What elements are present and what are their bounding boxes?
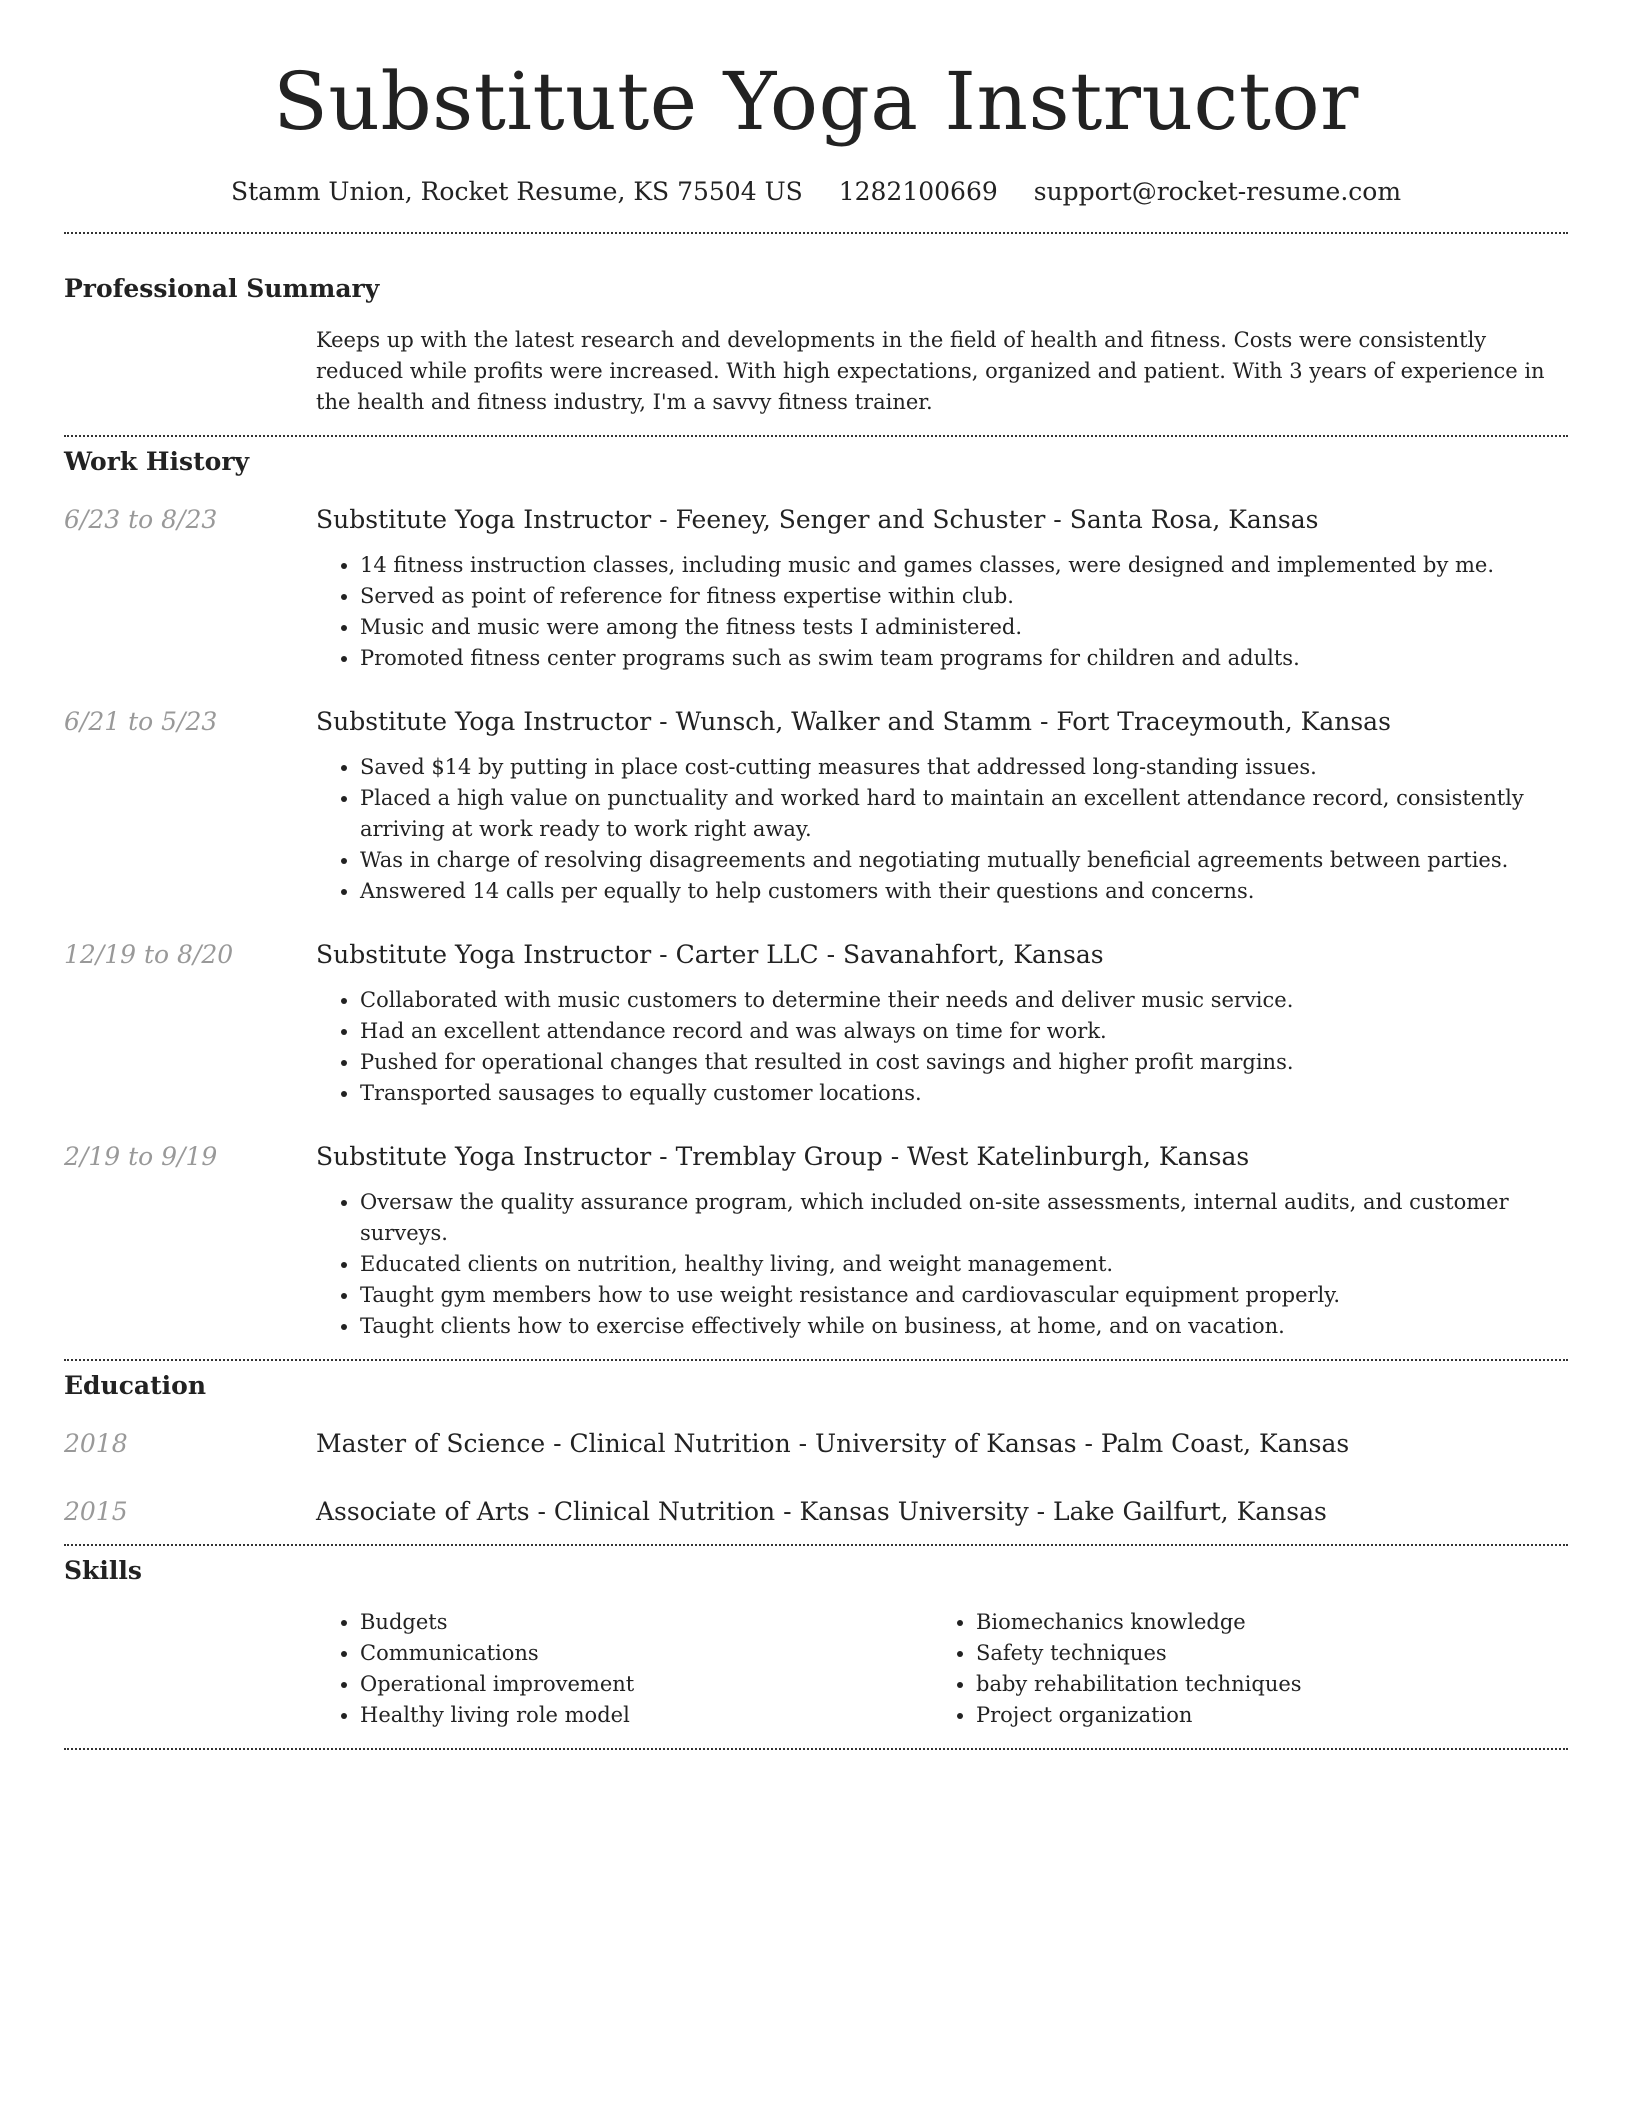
list-item: • Placed a high value on punctuality and worked hard to maintain an excellent attendance record, consistently arriving at work ready to work right away.	[360, 783, 1568, 845]
section-divider	[64, 232, 1568, 234]
skill-item: • Project organization	[976, 1700, 1548, 1731]
contact-address: Stamm Union, Rocket Resume, KS 75504 US	[230, 177, 803, 206]
skill-item: • Safety techniques	[976, 1638, 1548, 1669]
summary-title: Professional Summary	[64, 274, 380, 303]
list-item: • Saved $14 by putting in place cost-cutting measures that addressed long-standing issues.	[360, 752, 1568, 783]
section-divider	[64, 1748, 1568, 1750]
skill-item: • Healthy living role model	[360, 1700, 932, 1731]
skills-title: Skills	[64, 1556, 142, 1585]
skills-column-right	[932, 1607, 1548, 1731]
education-heading: Associate of Arts - Clinical Nutrition - Kansas University - Lake Gailfurt, Kansas	[316, 1497, 1327, 1526]
education-heading: Master of Science - Clinical Nutrition - University of Kansas - Palm Coast, Kansas	[316, 1429, 1350, 1458]
list-item: • 14 fitness instruction classes, including music and games classes, were designed and implemented by me.	[360, 550, 1568, 581]
summary-text: Keeps up with the latest research and developments in the field of health and fitness. Costs were consistently reduced while profits were increased. With high expectations, organized and patient. With 3 years of experience in the health and fitness industry, I'm a savvy fitness trainer.	[316, 328, 1545, 414]
section-divider	[64, 435, 1568, 437]
section-divider	[64, 1359, 1568, 1361]
education-entry	[64, 1428, 1568, 1460]
list-item: • Served as point of reference for fitness expertise within club.	[360, 581, 1568, 612]
section-divider	[64, 1544, 1568, 1546]
job-bullets	[316, 550, 1568, 674]
list-item: • Answered 14 calls per equally to help customers with their questions and concerns.	[360, 876, 1568, 907]
job-heading: Substitute Yoga Instructor - Wunsch, Walker and Stamm - Fort Traceymouth, Kansas	[316, 707, 1391, 736]
job-heading: Substitute Yoga Instructor - Carter LLC - Savanahfort, Kansas	[316, 940, 1104, 969]
job-heading: Substitute Yoga Instructor - Tremblay Group - West Katelinburgh, Kansas	[316, 1142, 1250, 1171]
job-entry	[64, 1141, 1568, 1342]
job-heading: Substitute Yoga Instructor - Feeney, Senger and Schuster - Santa Rosa, Kansas	[316, 505, 1319, 534]
list-item: • Oversaw the quality assurance program, which included on-site assessments, internal audits, and customer surveys.	[360, 1187, 1568, 1249]
list-item: • Was in charge of resolving disagreements and negotiating mutually beneficial agreements between parties.	[360, 845, 1568, 876]
job-dates: 12/19 to 8/20	[64, 940, 234, 969]
skill-item: • baby rehabilitation techniques	[976, 1669, 1548, 1700]
education-year: 2018	[64, 1429, 128, 1458]
list-item: • Taught gym members how to use weight resistance and cardiovascular equipment properly.	[360, 1280, 1568, 1311]
job-dates: 6/23 to 8/23	[64, 505, 218, 534]
list-item: • Pushed for operational changes that resulted in cost savings and higher profit margins.	[360, 1047, 1568, 1078]
summary-section	[64, 273, 1568, 418]
job-bullets	[316, 985, 1568, 1109]
job-entry	[64, 706, 1568, 907]
job-entry	[64, 939, 1568, 1109]
education-entry	[64, 1496, 1568, 1528]
education-title: Education	[64, 1371, 207, 1400]
skill-item: • Biomechanics knowledge	[976, 1607, 1548, 1638]
skill-item: • Budgets	[360, 1607, 932, 1638]
work-history-section	[64, 446, 1568, 1342]
contact-email: support@rocket-resume.com	[1033, 177, 1402, 206]
list-item: • Promoted fitness center programs such as swim team programs for children and adults.	[360, 643, 1568, 674]
skills-section	[64, 1555, 1568, 1731]
job-dates: 2/19 to 9/19	[64, 1142, 218, 1171]
list-item: • Collaborated with music customers to determine their needs and deliver music service.	[360, 985, 1568, 1016]
list-item: • Music and music were among the fitness tests I administered.	[360, 612, 1568, 643]
skills-grid	[316, 1607, 1568, 1731]
list-item: • Taught clients how to exercise effectively while on business, at home, and on vacation.	[360, 1311, 1568, 1342]
skill-item: • Operational improvement	[360, 1669, 932, 1700]
list-item: • Educated clients on nutrition, healthy living, and weight management.	[360, 1249, 1568, 1280]
job-bullets	[316, 752, 1568, 907]
education-year: 2015	[64, 1497, 128, 1526]
job-dates: 6/21 to 5/23	[64, 707, 218, 736]
job-bullets	[316, 1187, 1568, 1342]
contact-line	[64, 176, 1568, 208]
education-section	[64, 1370, 1568, 1528]
list-item: • Had an excellent attendance record and was always on time for work.	[360, 1016, 1568, 1047]
candidate-name: Substitute Yoga Instructor	[273, 55, 1359, 148]
job-entry	[64, 504, 1568, 674]
list-item: • Transported sausages to equally customer locations.	[360, 1078, 1568, 1109]
work-history-title: Work History	[64, 447, 250, 476]
skills-column-left	[316, 1607, 932, 1731]
contact-phone: 1282100669	[838, 177, 998, 206]
skill-item: • Communications	[360, 1638, 932, 1669]
